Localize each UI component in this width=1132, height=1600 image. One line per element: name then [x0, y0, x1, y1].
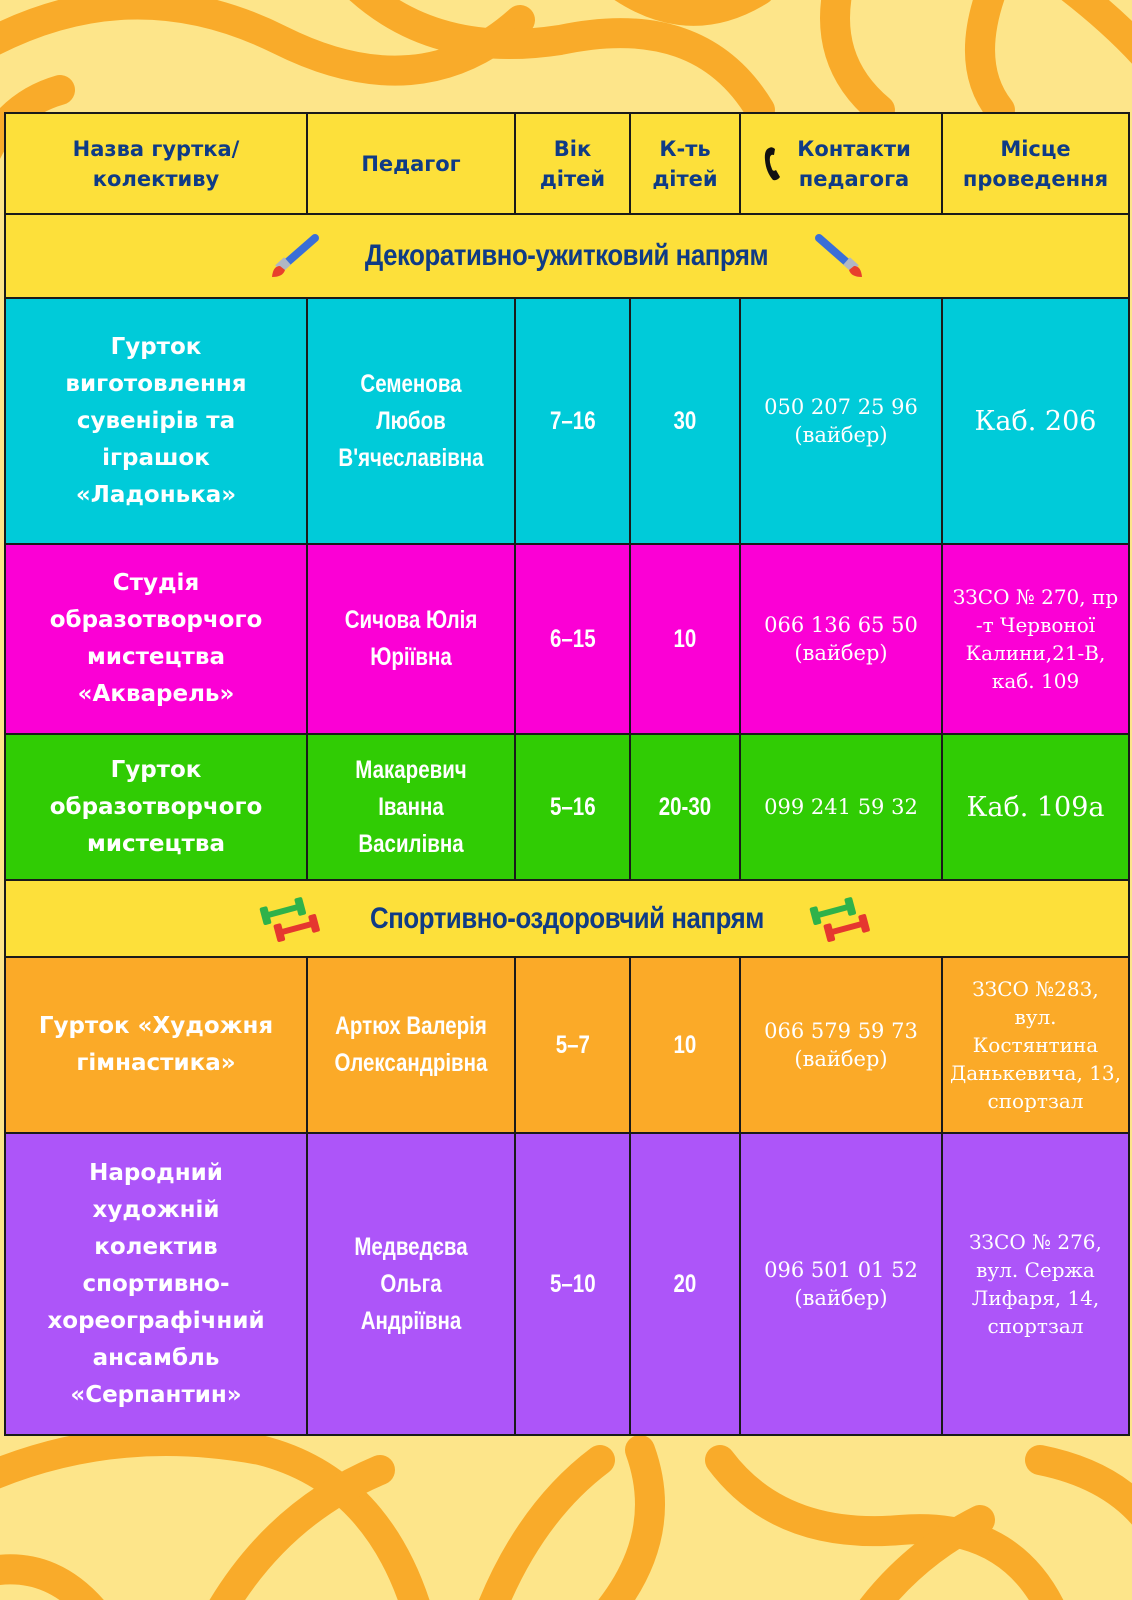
club-name: Народний художній колектив спортивно-хореографічний ансамбль «Серпантин»: [5, 1133, 307, 1435]
header-count: К-ть дітей: [630, 113, 740, 214]
contact-phone: 066 579 59 73 (вайбер): [740, 957, 942, 1133]
paintbrush-icon: [269, 232, 321, 280]
age-range: 5–7: [515, 957, 630, 1133]
venue: ЗЗСО № 276, вул. Сержа Лифаря, 14, спортзал: [942, 1133, 1129, 1435]
header-age: Вік дітей: [515, 113, 630, 214]
contact-phone: 050 207 25 96 (вайбер): [740, 298, 942, 544]
venue: Каб. 109а: [942, 734, 1129, 880]
age-range: 7–16: [515, 298, 630, 544]
children-count: 20: [630, 1133, 740, 1435]
table-header-row: [5, 113, 1129, 214]
clubs-table-wrapper: [4, 112, 1128, 1436]
teacher-name: Семенова Любов В'ячеславівна: [307, 298, 515, 544]
section-title: Спортивно-оздоровчий напрям: [370, 901, 764, 935]
children-count: 10: [630, 544, 740, 734]
clubs-table: [4, 112, 1130, 1436]
section-title: Декоративно-ужитковий напрям: [365, 239, 769, 272]
section-row-sport: [5, 880, 1129, 957]
header-place: Місце проведення: [942, 113, 1129, 214]
section-sport: [5, 880, 1129, 957]
venue: ЗЗСО №283, вул. Костянтина Данькевича, 13, спортзал: [942, 957, 1129, 1133]
table-row: [5, 734, 1129, 880]
paintbrush-icon: [813, 232, 865, 280]
children-count: 30: [630, 298, 740, 544]
table-row: [5, 544, 1129, 734]
contact-phone: 066 136 65 50 (вайбер): [740, 544, 942, 734]
age-range: 5–16: [515, 734, 630, 880]
children-count: 10: [630, 957, 740, 1133]
table-row: [5, 957, 1129, 1133]
table-row: [5, 298, 1129, 544]
teacher-name: Макаревич Іванна Василівна: [307, 734, 515, 880]
club-name: Студія образотворчого мистецтва «Акварель»: [5, 544, 307, 734]
club-name: Гурток виготовлення сувенірів та іграшок «Ладонька»: [5, 298, 307, 544]
section-decorative: [5, 214, 1129, 298]
teacher-name: Сичова Юлія Юріївна: [307, 544, 515, 734]
section-row-decorative: [5, 214, 1129, 298]
children-count: 20-30: [630, 734, 740, 880]
club-name: Гурток «Художня гімнастика»: [5, 957, 307, 1133]
venue: Каб. 206: [942, 298, 1129, 544]
contact-phone: 099 241 59 32: [740, 734, 942, 880]
age-range: 5–10: [515, 1133, 630, 1435]
teacher-name: Медведєва Ольга Андріївна: [307, 1133, 515, 1435]
age-range: 6–15: [515, 544, 630, 734]
dumbbell-icon: [257, 895, 327, 943]
venue: ЗЗСО № 270, пр -т Червоної Калини,21-В, каб. 109: [942, 544, 1129, 734]
header-contacts-label: Контакти педагога: [797, 136, 911, 191]
teacher-name: Артюх Валерія Олександрівна: [307, 957, 515, 1133]
header-contacts: [740, 113, 942, 214]
table-row: [5, 1133, 1129, 1435]
header-name: Назва гуртка/ колективу: [5, 113, 307, 214]
contact-phone: 096 501 01 52 (вайбер): [740, 1133, 942, 1435]
dumbbell-icon: [807, 895, 877, 943]
header-teacher: Педагог: [307, 113, 515, 214]
club-name: Гурток образотворчого мистецтва: [5, 734, 307, 880]
phone-icon: [763, 146, 785, 182]
